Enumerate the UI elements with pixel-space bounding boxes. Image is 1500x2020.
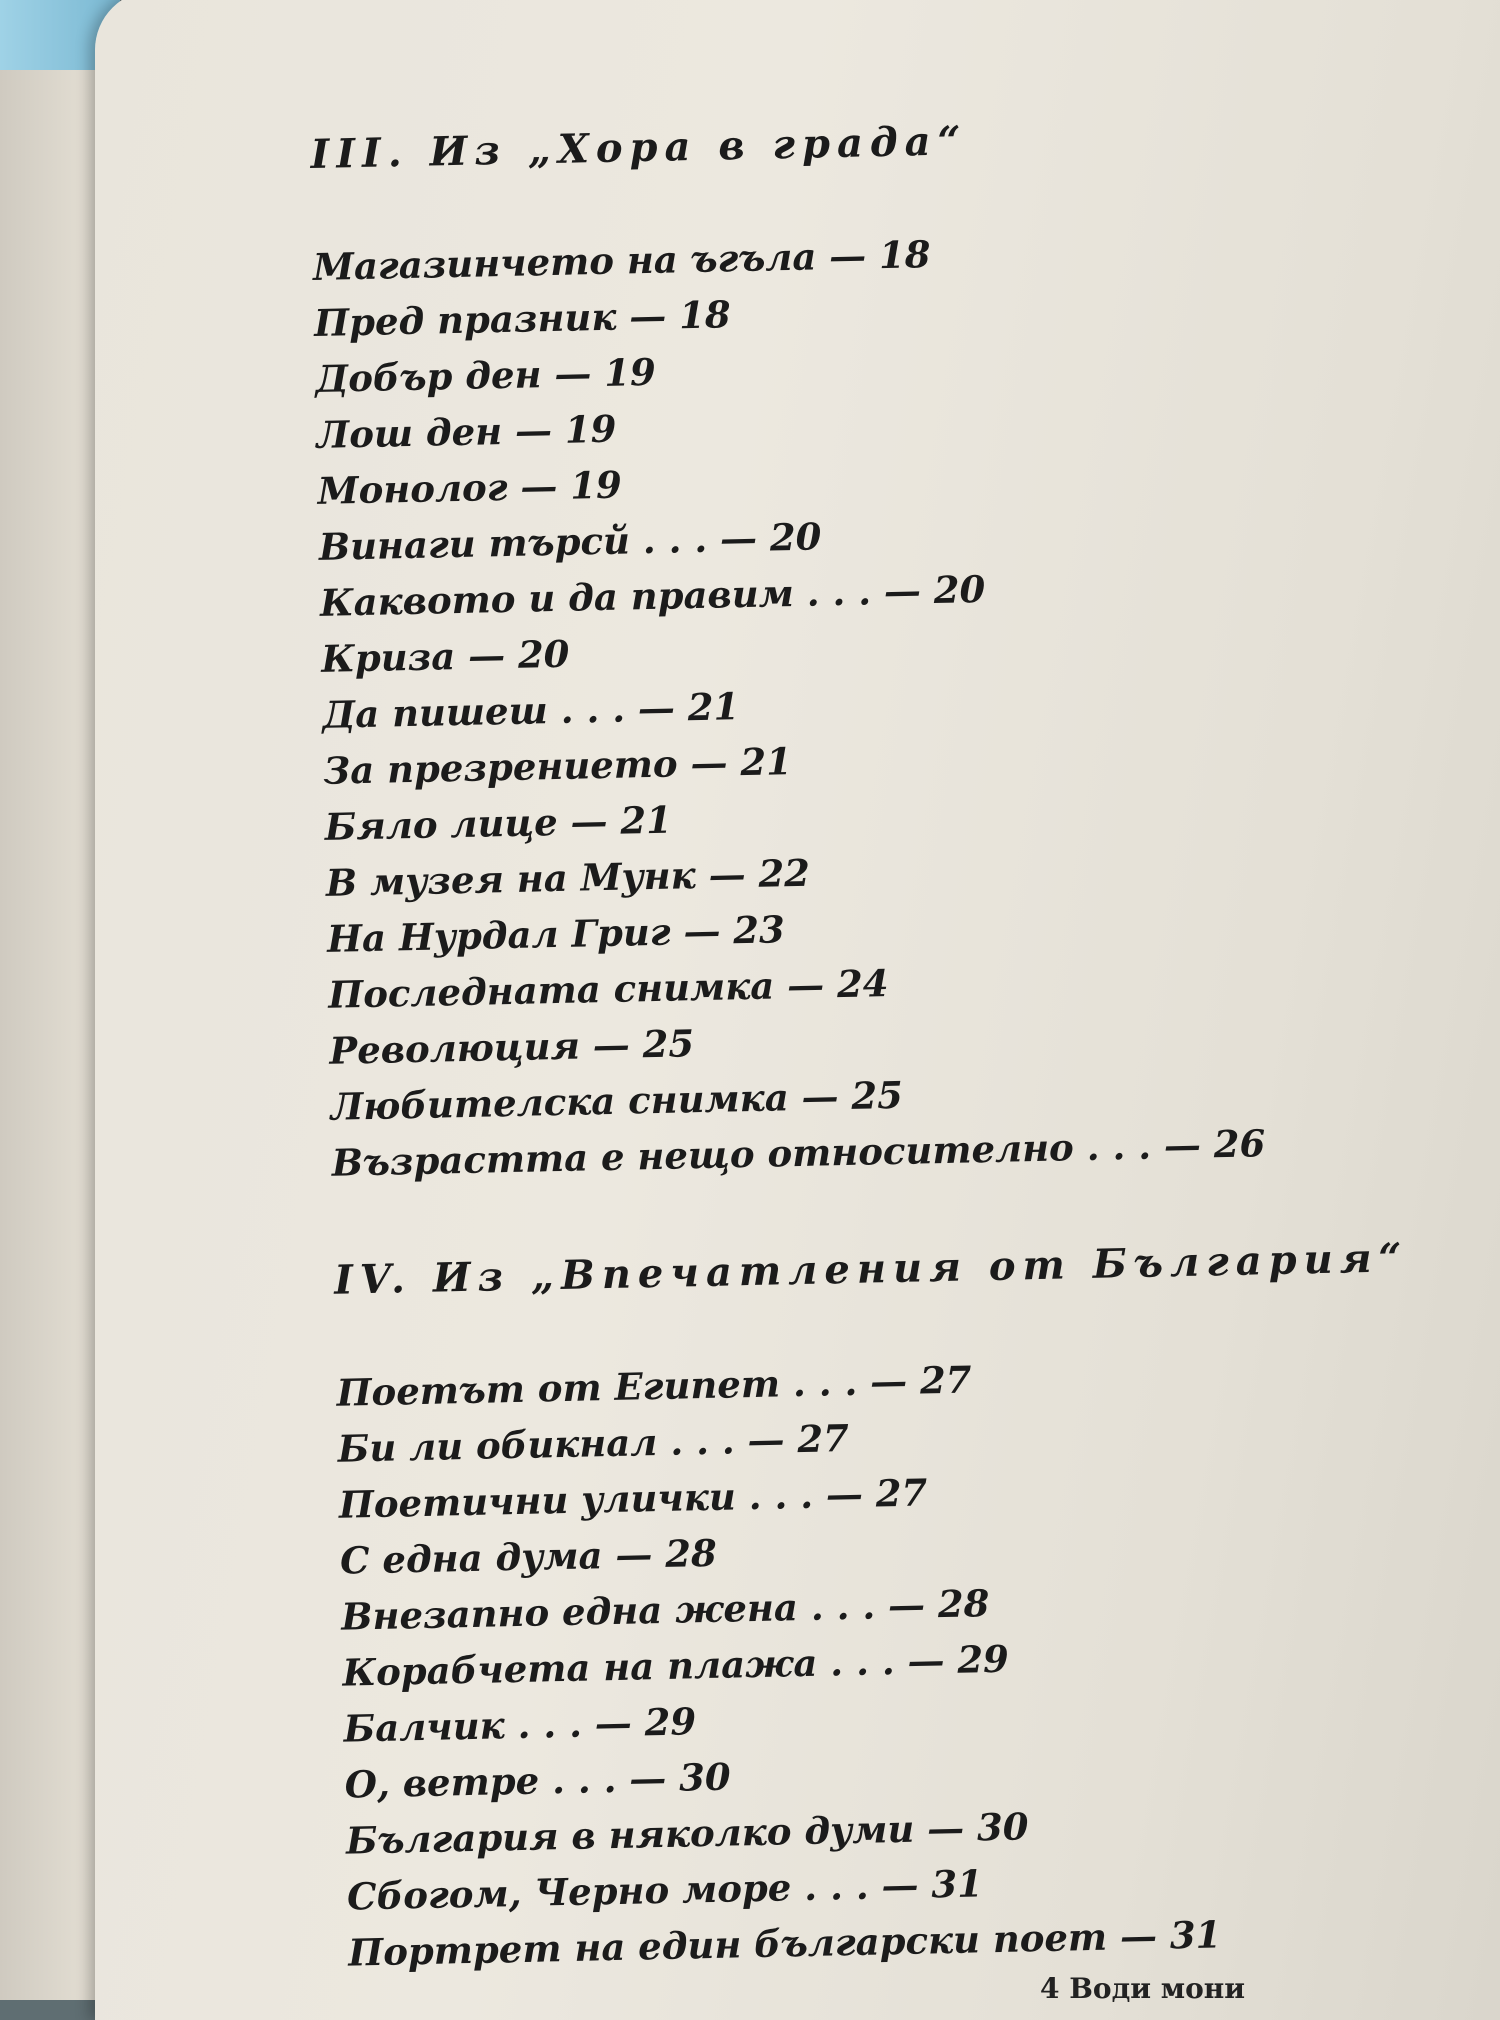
toc-entry: Корабчета на плажа . . . — 29 <box>341 1636 1010 1695</box>
toc-entry: Би ли обикнал . . . — 27 <box>337 1416 850 1471</box>
toc-entry: Винаги търсй . . . — 20 <box>318 514 822 569</box>
toc-entry: България в няколко думи — 30 <box>345 1804 1029 1863</box>
toc-entry: Сбогом, Черно море . . . — 31 <box>346 1861 984 1919</box>
toc-entry: Балчик . . . — 29 <box>343 1699 697 1751</box>
toc-entry: Пред празник — 18 <box>313 292 732 345</box>
toc-entry: С една дума — 28 <box>339 1530 718 1583</box>
toc-entry: Лош ден — 19 <box>316 406 617 457</box>
section-4-entries <box>336 1342 1429 1980</box>
next-page-fragment: 4 Води мони <box>1040 1972 1246 2005</box>
toc-entry: Поетът от Египет . . . — 27 <box>336 1357 972 1415</box>
toc-entry: Последната снимка — 24 <box>327 961 889 1017</box>
toc-entry: Революция — 25 <box>328 1021 695 1073</box>
toc-entry: Криза — 20 <box>320 631 570 681</box>
toc-entry: Портрет на един български поет — 31 <box>347 1912 1222 1975</box>
toc-entry: На Нурдал Григ — 23 <box>326 907 786 961</box>
toc-entry: Любителска снимка — 25 <box>330 1072 904 1129</box>
toc-entry: О, ветре . . . — 30 <box>344 1754 732 1807</box>
toc-entry: Монолог — 19 <box>317 462 623 513</box>
toc-entry: За презрението — 21 <box>323 739 793 793</box>
toc-entry: Магазинчето на ъгъла — 18 <box>312 232 931 289</box>
toc-entry: Бяло лице — 21 <box>324 797 673 849</box>
toc-entry: Възрастта е нещо относително . . . — 26 <box>331 1121 1266 1185</box>
toc-entry: Внезапно една жена . . . — 28 <box>340 1581 990 1639</box>
section-3-entries <box>312 216 1412 1190</box>
toc-entry: В музея на Мунк — 22 <box>325 850 811 905</box>
toc-entry: Каквото и да правим . . . — 20 <box>319 566 986 625</box>
section-4-heading: IV. Из „Впечатления от България“ <box>333 1234 1410 1304</box>
toc-entry: Да пишеш . . . — 21 <box>321 684 740 737</box>
table-of-contents <box>310 102 1429 1980</box>
section-3-heading: III. Из „Хора в града“ <box>310 117 969 178</box>
toc-entry: Добър ден — 19 <box>314 349 657 401</box>
toc-entry: Поетични улички . . . — 27 <box>338 1470 928 1527</box>
